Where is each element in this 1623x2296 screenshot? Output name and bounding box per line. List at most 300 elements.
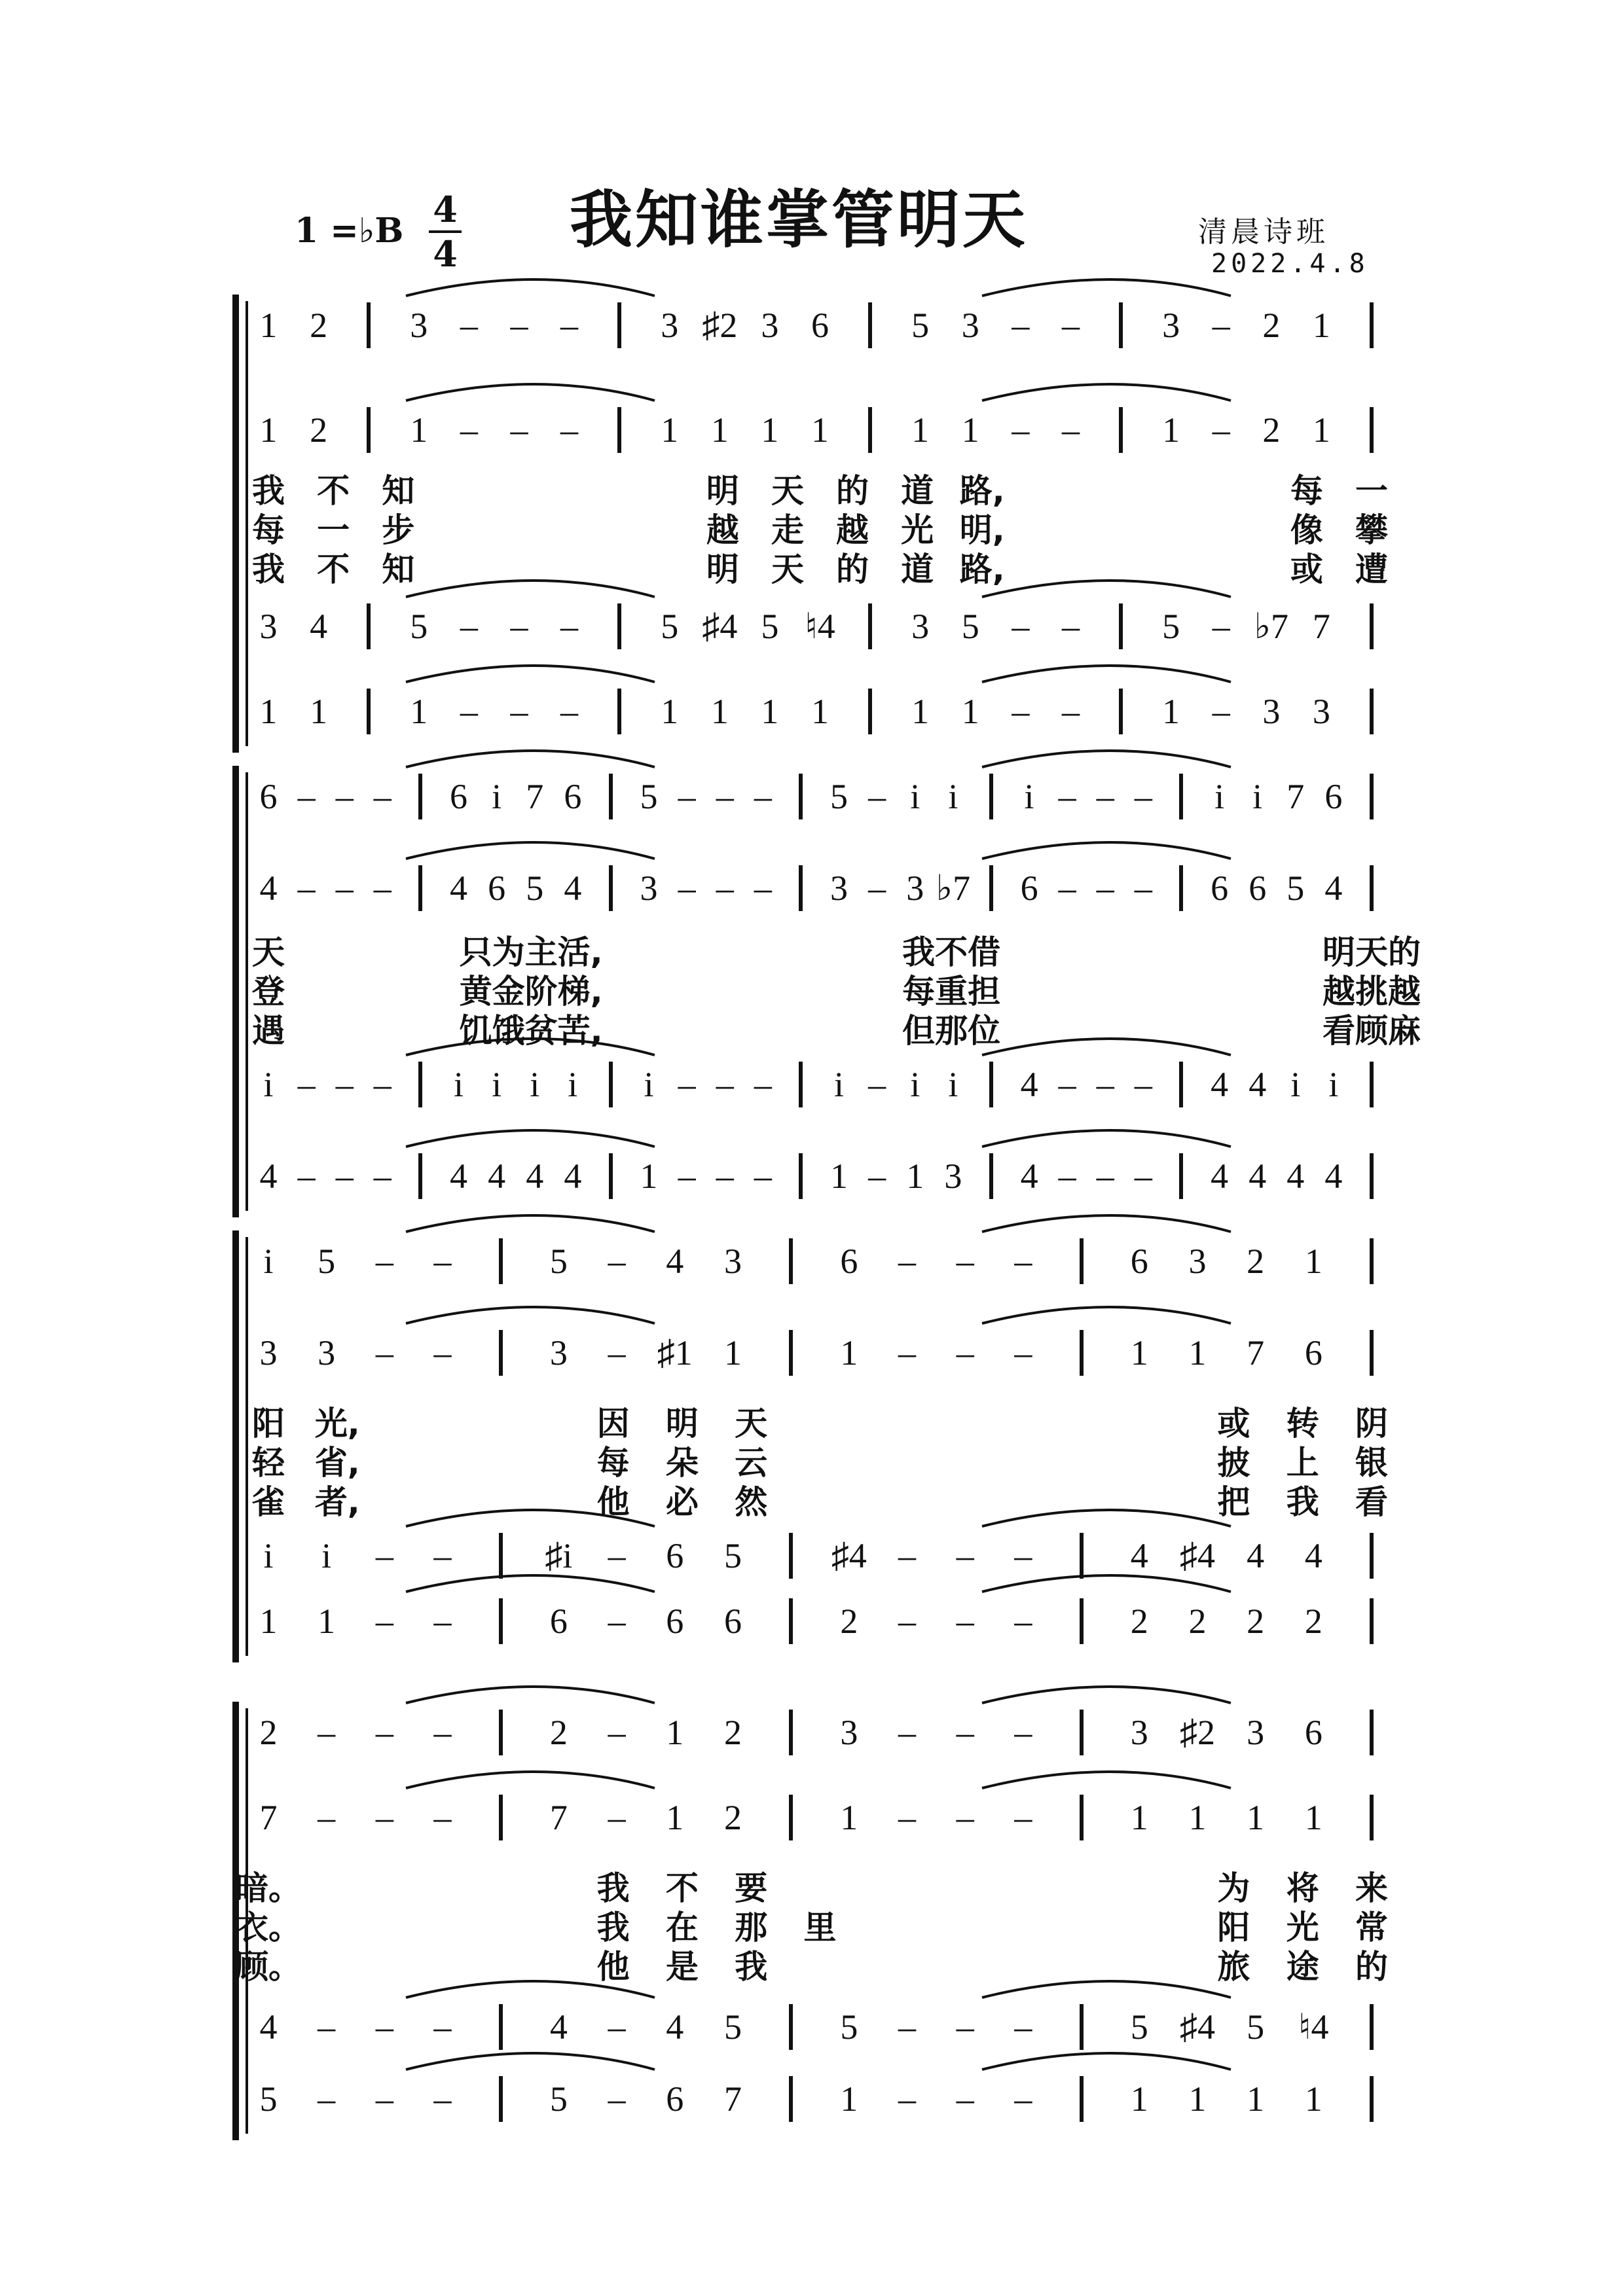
note: 1 <box>1312 306 1330 345</box>
note: 7 <box>549 1798 568 1837</box>
lyric-syllable: 轻 <box>252 1444 285 1482</box>
slur <box>982 1981 1231 1998</box>
lyric-syllable: 道 <box>901 472 934 510</box>
lyric-syllable: 要 <box>735 1869 768 1907</box>
lyric-syllable: 的 <box>836 550 869 588</box>
note: – <box>318 1798 336 1837</box>
lyric-syllable: 上 <box>1286 1444 1319 1482</box>
lyric-syllable: 步 <box>382 511 415 549</box>
note: 3 <box>259 607 278 646</box>
note: 2 <box>1304 1602 1322 1641</box>
note: – <box>433 1333 452 1372</box>
note: – <box>1212 410 1230 450</box>
note: 5 <box>761 607 779 646</box>
note: 4 <box>1211 1157 1229 1196</box>
lyric-syllable: 我 <box>252 550 285 588</box>
note: – <box>1012 607 1030 646</box>
note: – <box>956 1536 974 1575</box>
note: 1 <box>1247 2079 1265 2119</box>
note: 1 <box>666 1798 684 1837</box>
note: 2 <box>549 1713 568 1752</box>
lyric-syllable: 明 <box>706 472 739 510</box>
note: 6 <box>1304 1333 1322 1372</box>
lyric-syllable: 把 <box>1217 1483 1250 1521</box>
note: – <box>460 607 478 646</box>
note: 5 <box>911 306 930 345</box>
time-signature-bottom: 4 <box>433 233 458 275</box>
note: 3 <box>830 869 848 908</box>
lyric-syllable: 者, <box>314 1483 360 1521</box>
lyric-syllable: 天 <box>735 1405 768 1443</box>
note: – <box>510 410 528 450</box>
note: 1 <box>811 410 829 450</box>
note: 1 <box>961 692 979 731</box>
note: – <box>678 869 696 908</box>
note: ♮4 <box>1298 2007 1329 2047</box>
note: – <box>1212 306 1230 345</box>
note: 1 <box>840 2079 858 2119</box>
note: 3 <box>911 607 930 646</box>
note: 1 <box>761 410 779 450</box>
lyric-syllable: 但那位 <box>902 1012 1001 1050</box>
note: – <box>898 1242 917 1281</box>
note: – <box>433 1602 452 1641</box>
note: – <box>1012 692 1030 731</box>
note: – <box>1014 2079 1032 2119</box>
note: 1 <box>1304 1242 1322 1281</box>
note: 6 <box>723 1602 742 1641</box>
lyric-syllable: 旅 <box>1217 1948 1250 1986</box>
note: 3 <box>906 869 924 908</box>
lyric-syllable: 攀 <box>1355 511 1388 549</box>
note: – <box>335 869 354 908</box>
slur <box>982 1772 1231 1788</box>
note: – <box>678 1065 696 1104</box>
note: ♮4 <box>805 607 835 646</box>
time-signature-top: 4 <box>433 188 458 230</box>
note: 4 <box>1020 1065 1038 1104</box>
note: – <box>898 1798 917 1837</box>
note: – <box>868 1157 886 1196</box>
note: – <box>318 2007 336 2047</box>
note: 3 <box>944 1157 962 1196</box>
note: – <box>1014 2007 1032 2047</box>
note: 5 <box>526 869 544 908</box>
lyric-syllable: 或 <box>1217 1405 1250 1443</box>
note: – <box>373 1157 392 1196</box>
note: i <box>321 1536 332 1575</box>
note: – <box>460 692 478 731</box>
note: – <box>297 1065 316 1104</box>
note: i <box>910 1065 921 1104</box>
note: 3 <box>640 869 658 908</box>
lyric-syllable: 不 <box>317 472 350 510</box>
note: – <box>375 1333 393 1372</box>
note: 1 <box>1188 2079 1207 2119</box>
lyric-syllable: 的 <box>1355 1948 1388 1986</box>
note: 7 <box>259 1798 278 1837</box>
note: 1 <box>1162 410 1180 450</box>
note: 1 <box>1130 2079 1148 2119</box>
page-title: 我知谁掌管明天 <box>570 183 1028 257</box>
slur <box>982 1687 1231 1703</box>
lyric-syllable: 登 <box>252 973 285 1011</box>
note: 7 <box>1312 607 1330 646</box>
lyric-syllable: 明 <box>706 550 739 588</box>
note: 1 <box>1312 410 1330 450</box>
note: – <box>608 1333 626 1372</box>
note: 3 <box>549 1333 568 1372</box>
note: 2 <box>1130 1602 1148 1641</box>
note: 2 <box>1188 1602 1207 1641</box>
lyric-syllable: 阳 <box>252 1405 285 1443</box>
lyric-syllable: 看 <box>1355 1483 1388 1521</box>
lyric-syllable: 知 <box>382 550 415 588</box>
note: 5 <box>640 777 658 816</box>
note: 6 <box>1324 777 1343 816</box>
note: 1 <box>1304 1798 1322 1837</box>
note: – <box>373 1065 392 1104</box>
note: – <box>754 1157 772 1196</box>
note: 4 <box>310 607 328 646</box>
note: 1 <box>1188 1333 1207 1372</box>
note: 4 <box>1249 1157 1267 1196</box>
note: 3 <box>259 1333 278 1372</box>
lyric-syllable: 然 <box>735 1483 768 1521</box>
note: 4 <box>450 1157 468 1196</box>
lyric-syllable: 不 <box>665 1869 699 1907</box>
note: – <box>510 607 528 646</box>
lyric-syllable: 阴 <box>1355 1405 1388 1443</box>
note: 6 <box>666 1536 684 1575</box>
note: – <box>608 1713 626 1752</box>
note: – <box>1134 1157 1152 1196</box>
note: 5 <box>549 1242 568 1281</box>
lyric-syllable: 像 <box>1290 511 1323 549</box>
lyric-syllable: 路, <box>959 550 1005 588</box>
note: 6 <box>666 2079 684 2119</box>
lyric-syllable: 越 <box>706 511 739 549</box>
note: 2 <box>840 1602 858 1641</box>
note: 1 <box>259 692 278 731</box>
lyric-syllable: 来 <box>1355 1869 1388 1907</box>
date-label: 2022.4.8 <box>1211 249 1369 279</box>
note: 6 <box>450 777 468 816</box>
note: 1 <box>1130 1333 1148 1372</box>
note: – <box>716 777 734 816</box>
slur <box>406 2053 655 2070</box>
note: – <box>1014 1536 1032 1575</box>
note: – <box>1058 1157 1076 1196</box>
note: 6 <box>1249 869 1267 908</box>
lyric-syllable: 我 <box>596 1909 630 1946</box>
note: 1 <box>961 410 979 450</box>
note: 2 <box>1262 410 1281 450</box>
note: – <box>433 1798 452 1837</box>
note: 6 <box>666 1602 684 1641</box>
lyric-syllable: 每重担 <box>902 973 1001 1011</box>
note: 5 <box>840 2007 858 2047</box>
note: 3 <box>1262 692 1281 731</box>
note: 1 <box>259 410 278 450</box>
note: – <box>373 777 392 816</box>
note: – <box>433 1536 452 1575</box>
note: ♯2 <box>1179 1713 1215 1752</box>
note: 7 <box>526 777 544 816</box>
note: 2 <box>723 1713 742 1752</box>
note: – <box>678 777 696 816</box>
lyric-syllable: 我 <box>735 1948 768 1986</box>
note: 2 <box>1262 306 1281 345</box>
note: – <box>898 1602 917 1641</box>
note: – <box>1061 692 1080 731</box>
note: 4 <box>1286 1157 1305 1196</box>
note: 4 <box>450 869 468 908</box>
lyric-syllable: 道 <box>901 550 934 588</box>
note: 1 <box>318 1602 336 1641</box>
lyric-syllable: 在 <box>665 1909 699 1946</box>
note: – <box>335 777 354 816</box>
note: i <box>263 1242 274 1281</box>
slur <box>982 2053 1231 2070</box>
lyric-syllable: 明, <box>959 511 1005 549</box>
note: 6 <box>1304 1713 1322 1752</box>
note: – <box>716 1157 734 1196</box>
lyric-syllable: 天 <box>771 472 804 510</box>
note: 3 <box>410 306 428 345</box>
note: 4 <box>1249 1065 1267 1104</box>
note: 6 <box>564 777 582 816</box>
lyric-syllable: 黄金阶梯, <box>459 973 603 1011</box>
note: i <box>834 1065 845 1104</box>
note: – <box>956 1242 974 1281</box>
author-label: 清晨诗班 <box>1198 215 1329 249</box>
note: 1 <box>259 1602 278 1641</box>
note: – <box>1012 410 1030 450</box>
note: 3 <box>1188 1242 1207 1281</box>
lyric-syllable: 途 <box>1286 1948 1319 1986</box>
note: – <box>898 1333 917 1372</box>
note: i <box>644 1065 654 1104</box>
note: ♭7 <box>936 869 971 908</box>
note: 4 <box>526 1157 544 1196</box>
note: 6 <box>811 306 829 345</box>
note: 1 <box>1247 1798 1265 1837</box>
lyric-syllable: 那 <box>735 1909 768 1946</box>
lyric-syllable: 的 <box>836 472 869 510</box>
note: – <box>1014 1602 1032 1641</box>
lyric-syllable: 遇 <box>252 1012 285 1050</box>
note: i <box>492 1065 502 1104</box>
lyric-syllable: 雀 <box>252 1483 285 1521</box>
note: 4 <box>1247 1536 1265 1575</box>
note: – <box>898 2079 917 2119</box>
lyric-syllable: 每 <box>1290 472 1323 510</box>
note: – <box>1058 777 1076 816</box>
note: – <box>433 1242 452 1281</box>
note: 5 <box>410 607 428 646</box>
note: 6 <box>488 869 506 908</box>
note: – <box>297 869 316 908</box>
note: 1 <box>259 306 278 345</box>
note: 4 <box>564 1157 582 1196</box>
note: ♯4 <box>1179 2007 1215 2047</box>
note: – <box>510 692 528 731</box>
note: – <box>898 1536 917 1575</box>
note: i <box>910 777 921 816</box>
lyric-syllable: 天 <box>252 933 285 971</box>
lyric-syllable: 走 <box>771 511 804 549</box>
key-signature: 1 =♭B <box>295 211 404 251</box>
note: i <box>568 1065 578 1104</box>
lyric-syllable: 转 <box>1286 1405 1319 1443</box>
note: 3 <box>840 1713 858 1752</box>
note: – <box>375 1602 393 1641</box>
note: 4 <box>666 2007 684 2047</box>
note: 4 <box>259 869 278 908</box>
note: – <box>898 2007 917 2047</box>
note: – <box>1061 607 1080 646</box>
note: i <box>1252 777 1263 816</box>
note: 4 <box>1304 1536 1322 1575</box>
lyric-syllable: 衣。 <box>236 1909 301 1946</box>
lyric-syllable: 或 <box>1290 550 1323 588</box>
note: 4 <box>259 2007 278 2047</box>
note: 7 <box>1247 1333 1265 1372</box>
note: 1 <box>911 692 930 731</box>
note: – <box>1012 306 1030 345</box>
note: i <box>263 1065 274 1104</box>
note: 5 <box>723 2007 742 2047</box>
note: – <box>956 1602 974 1641</box>
lyric-syllable: 朵 <box>665 1444 699 1482</box>
note: – <box>1096 777 1114 816</box>
note: 1 <box>640 1157 658 1196</box>
note: – <box>375 2079 393 2119</box>
note: – <box>1014 1798 1032 1837</box>
note: 6 <box>1020 869 1038 908</box>
note: – <box>460 410 478 450</box>
lyric-syllable: 知 <box>382 472 415 510</box>
note: i <box>263 1536 274 1575</box>
note: 6 <box>549 1602 568 1641</box>
note: 5 <box>1130 2007 1148 2047</box>
note: 1 <box>1304 2079 1322 2119</box>
note: – <box>754 1065 772 1104</box>
note: 5 <box>1247 2007 1265 2047</box>
note: 3 <box>723 1242 742 1281</box>
note: ♯2 <box>702 306 738 345</box>
note: 3 <box>761 306 779 345</box>
note: – <box>1134 777 1152 816</box>
lyric-syllable: 将 <box>1286 1869 1319 1907</box>
lyric-syllable: 我 <box>1286 1483 1319 1521</box>
note: – <box>868 1065 886 1104</box>
note: 1 <box>661 692 679 731</box>
note: 5 <box>259 2079 278 2119</box>
lyric-syllable: 越挑越 <box>1322 973 1421 1011</box>
note: – <box>375 2007 393 2047</box>
lyric-syllable: 看顾麻 <box>1322 1012 1421 1050</box>
note: i <box>492 777 502 816</box>
note: 3 <box>318 1333 336 1372</box>
note: 2 <box>723 1798 742 1837</box>
note: – <box>297 1157 316 1196</box>
note: – <box>460 306 478 345</box>
note: 4 <box>1130 1536 1148 1575</box>
note: 1 <box>410 410 428 450</box>
note: – <box>754 869 772 908</box>
note: – <box>335 1065 354 1104</box>
note: – <box>716 869 734 908</box>
note: – <box>375 1713 393 1752</box>
note: 5 <box>723 1536 742 1575</box>
note: 1 <box>840 1798 858 1837</box>
lyric-syllable: 必 <box>665 1483 699 1521</box>
note: – <box>956 1713 974 1752</box>
note: – <box>678 1157 696 1196</box>
note: 4 <box>1020 1157 1038 1196</box>
note: 3 <box>961 306 979 345</box>
note: i <box>454 1065 464 1104</box>
note: ♯4 <box>831 1536 867 1575</box>
note: 4 <box>564 869 582 908</box>
note: – <box>956 2007 974 2047</box>
note: 6 <box>1130 1242 1148 1281</box>
lyric-syllable: 他 <box>596 1483 630 1521</box>
note: i <box>948 1065 958 1104</box>
note: 3 <box>661 306 679 345</box>
note: – <box>1014 1333 1032 1372</box>
note: – <box>375 1242 393 1281</box>
lyric-syllable: 每 <box>596 1444 630 1482</box>
note: 4 <box>1324 1157 1343 1196</box>
note: – <box>1058 1065 1076 1104</box>
note: i <box>1328 1065 1339 1104</box>
lyric-syllable: 我 <box>596 1869 630 1907</box>
lyric-syllable: 常 <box>1355 1909 1388 1946</box>
note: 5 <box>661 607 679 646</box>
lyric-syllable: 为 <box>1217 1869 1250 1907</box>
note: – <box>433 1713 452 1752</box>
note: – <box>375 1536 393 1575</box>
lyric-syllable: 每 <box>252 511 285 549</box>
note: – <box>510 306 528 345</box>
note: 5 <box>549 2079 568 2119</box>
note: – <box>297 777 316 816</box>
note: 2 <box>1247 1242 1265 1281</box>
lyric-syllable: 光 <box>1286 1909 1319 1946</box>
note: 6 <box>259 777 278 816</box>
lyric-syllable: 银 <box>1355 1444 1388 1482</box>
lyric-syllable: 明 <box>665 1405 699 1443</box>
lyric-syllable: 省, <box>314 1444 360 1482</box>
note: 4 <box>549 2007 568 2047</box>
slur <box>406 1981 655 1998</box>
note: i <box>530 1065 540 1104</box>
lyric-syllable: 披 <box>1217 1444 1250 1482</box>
note: – <box>1058 869 1076 908</box>
lyric-syllable: 只为主活, <box>459 933 603 971</box>
note: – <box>560 607 579 646</box>
note: – <box>375 1798 393 1837</box>
note: – <box>1061 410 1080 450</box>
note: – <box>898 1713 917 1752</box>
lyric-syllable: 越 <box>836 511 869 549</box>
note: 1 <box>1130 1798 1148 1837</box>
note: – <box>868 869 886 908</box>
note: – <box>608 2079 626 2119</box>
